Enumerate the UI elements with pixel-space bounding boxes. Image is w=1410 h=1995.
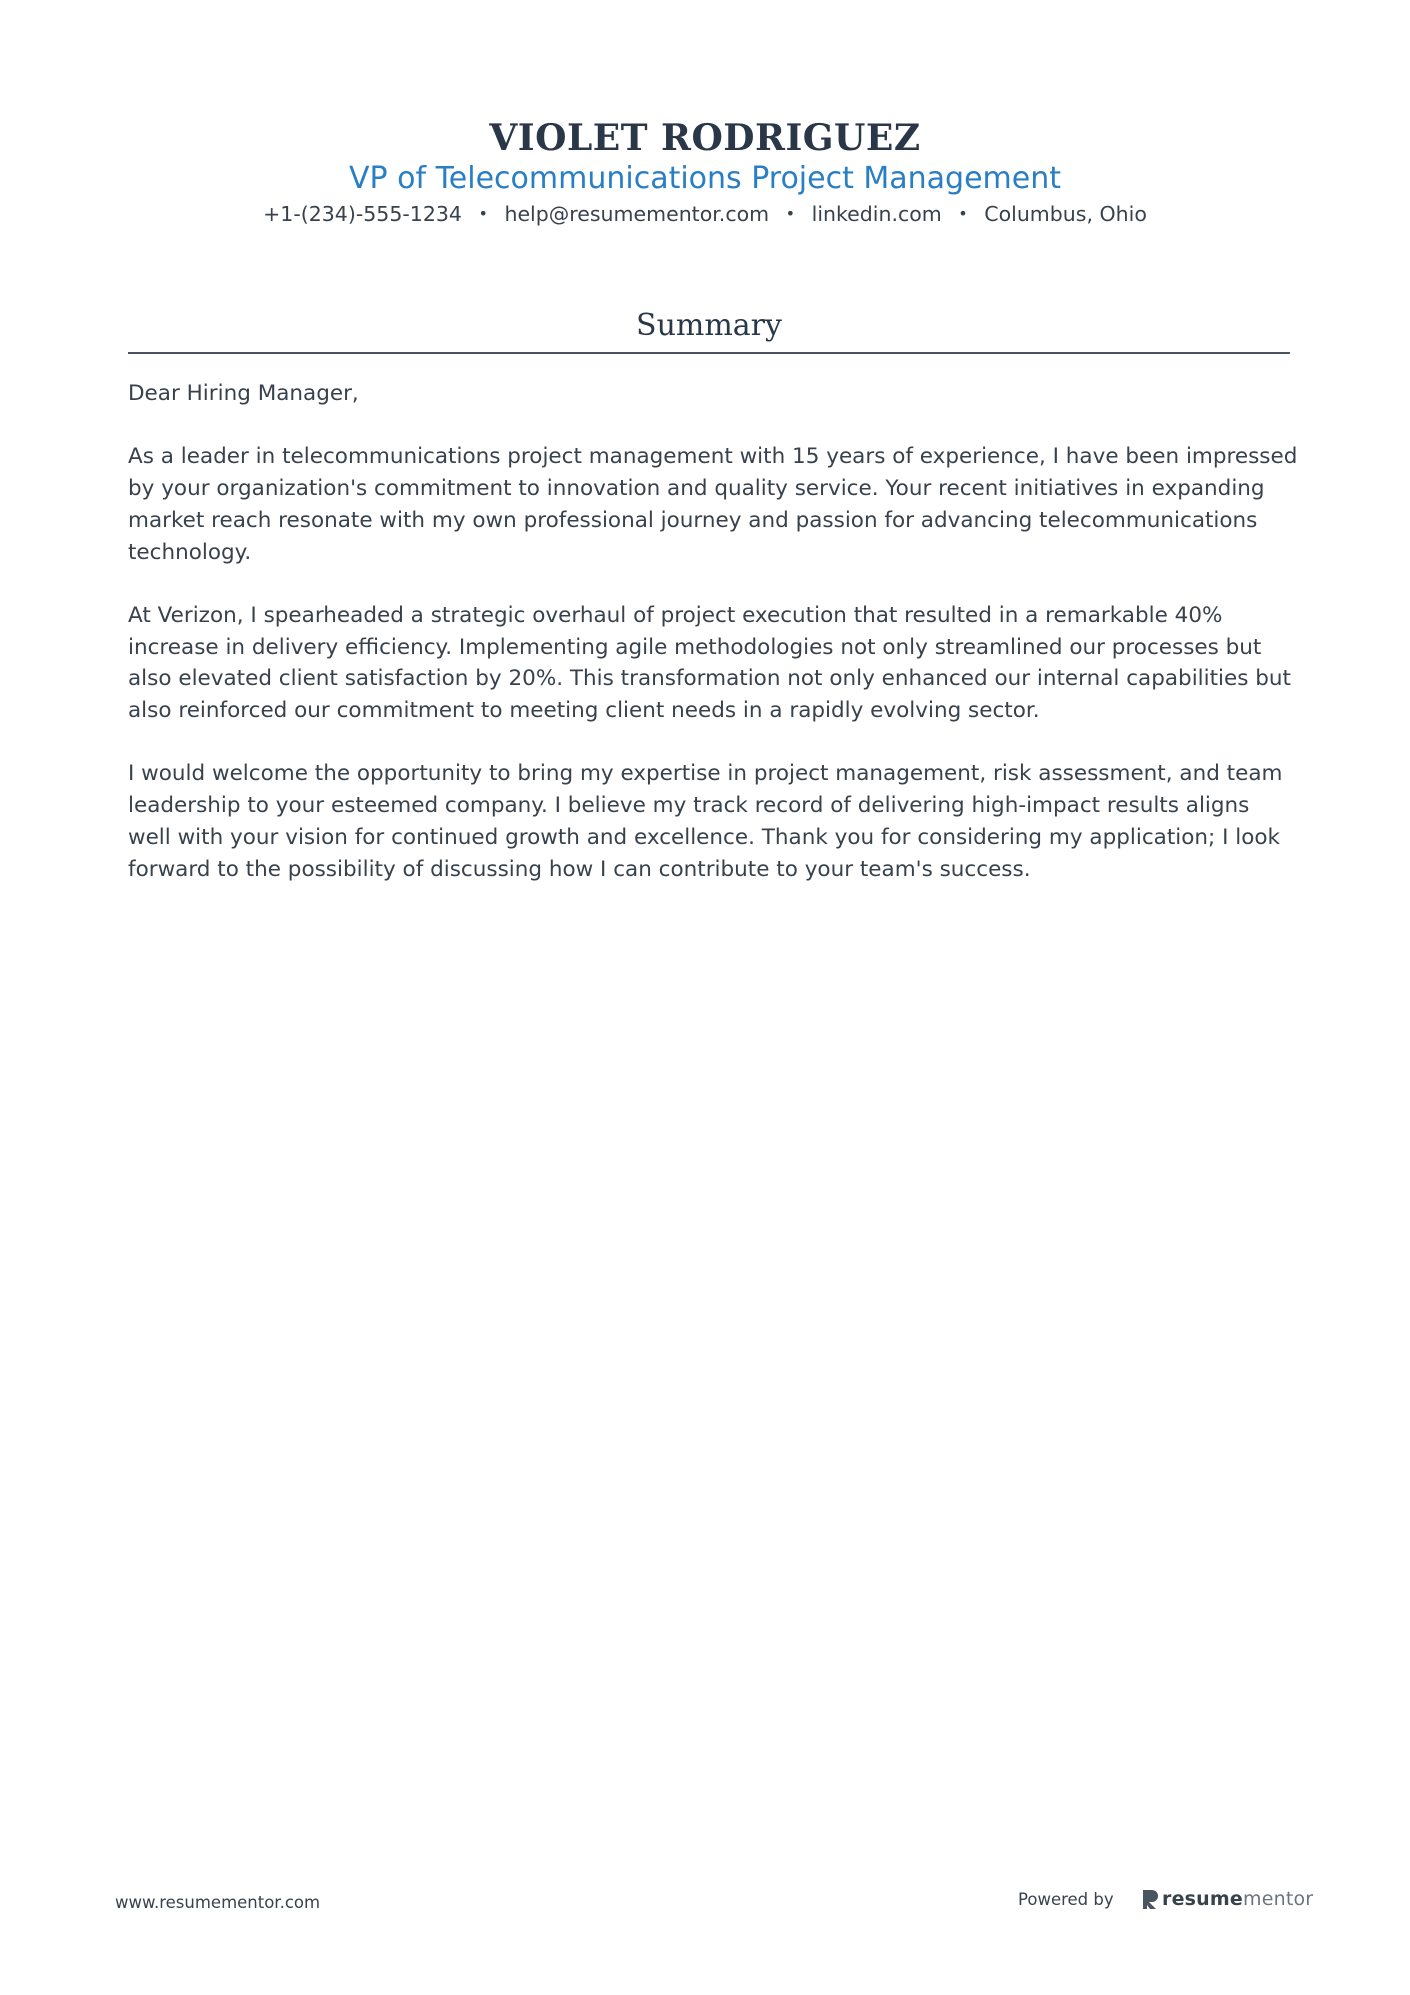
section-title-summary: Summary (636, 308, 782, 343)
candidate-role: VP of Telecommunications Project Management (348, 161, 1062, 196)
contact-line (0, 200, 1410, 228)
letter-paragraph: As a leader in telecommunications project management with 15 years of experience, I have been impressed by your organization's commitment to innovation and quality service. Your recent initiatives in expanding market reach resonate with my own professional journey and passion for advancing telecommunications technology. (128, 444, 1298, 565)
contact-phone: +1-(234)-555-1234 (263, 202, 462, 226)
brand-name-part2: mentor (1242, 1888, 1314, 1910)
letter-greeting: Dear Hiring Manager, (128, 381, 359, 406)
letter-paragraph: I would welcome the opportunity to bring my expertise in project management, risk assessment, and team leadership to your esteemed company. I believe my track record of delivering high-impact results aligns well with your vision for continued growth and excellence. Thank you for considering my application; I look forward to the possibility of discussing how I can contribute to your team's success. (128, 761, 1283, 882)
brand-name-part1: resume (1162, 1888, 1243, 1910)
contact-linkedin[interactable]: linkedin.com (811, 202, 942, 226)
contact-separator: • (478, 204, 488, 223)
cover-letter-body (128, 378, 1298, 917)
contact-separator: • (958, 204, 968, 223)
contact-email[interactable]: help@resumementor.com (504, 202, 770, 226)
contact-separator: • (785, 204, 796, 223)
contact-location: Columbus, Ohio (984, 202, 1147, 226)
resume-header (0, 116, 1410, 228)
resumementor-logo-icon (1141, 1888, 1159, 1910)
section-divider (128, 352, 1290, 354)
letter-paragraph: At Verizon, I spearheaded a strategic overhaul of project execution that resulted in a remarkable 40% increase in delivery efficiency. Implementing agile methodologies not only streamlined our processes but also elevated client satisfaction by 20%. This transformation not only enhanced our internal capabilities but also reinforced our commitment to meeting client needs in a rapidly evolving sector. (128, 602, 1291, 723)
powered-by-label: Powered by (1018, 1890, 1114, 1909)
candidate-name: VIOLET RODRIGUEZ (489, 117, 921, 159)
footer-website-link[interactable]: www.resumementor.com (115, 1893, 321, 1912)
brand-logo[interactable] (1141, 1886, 1313, 1912)
